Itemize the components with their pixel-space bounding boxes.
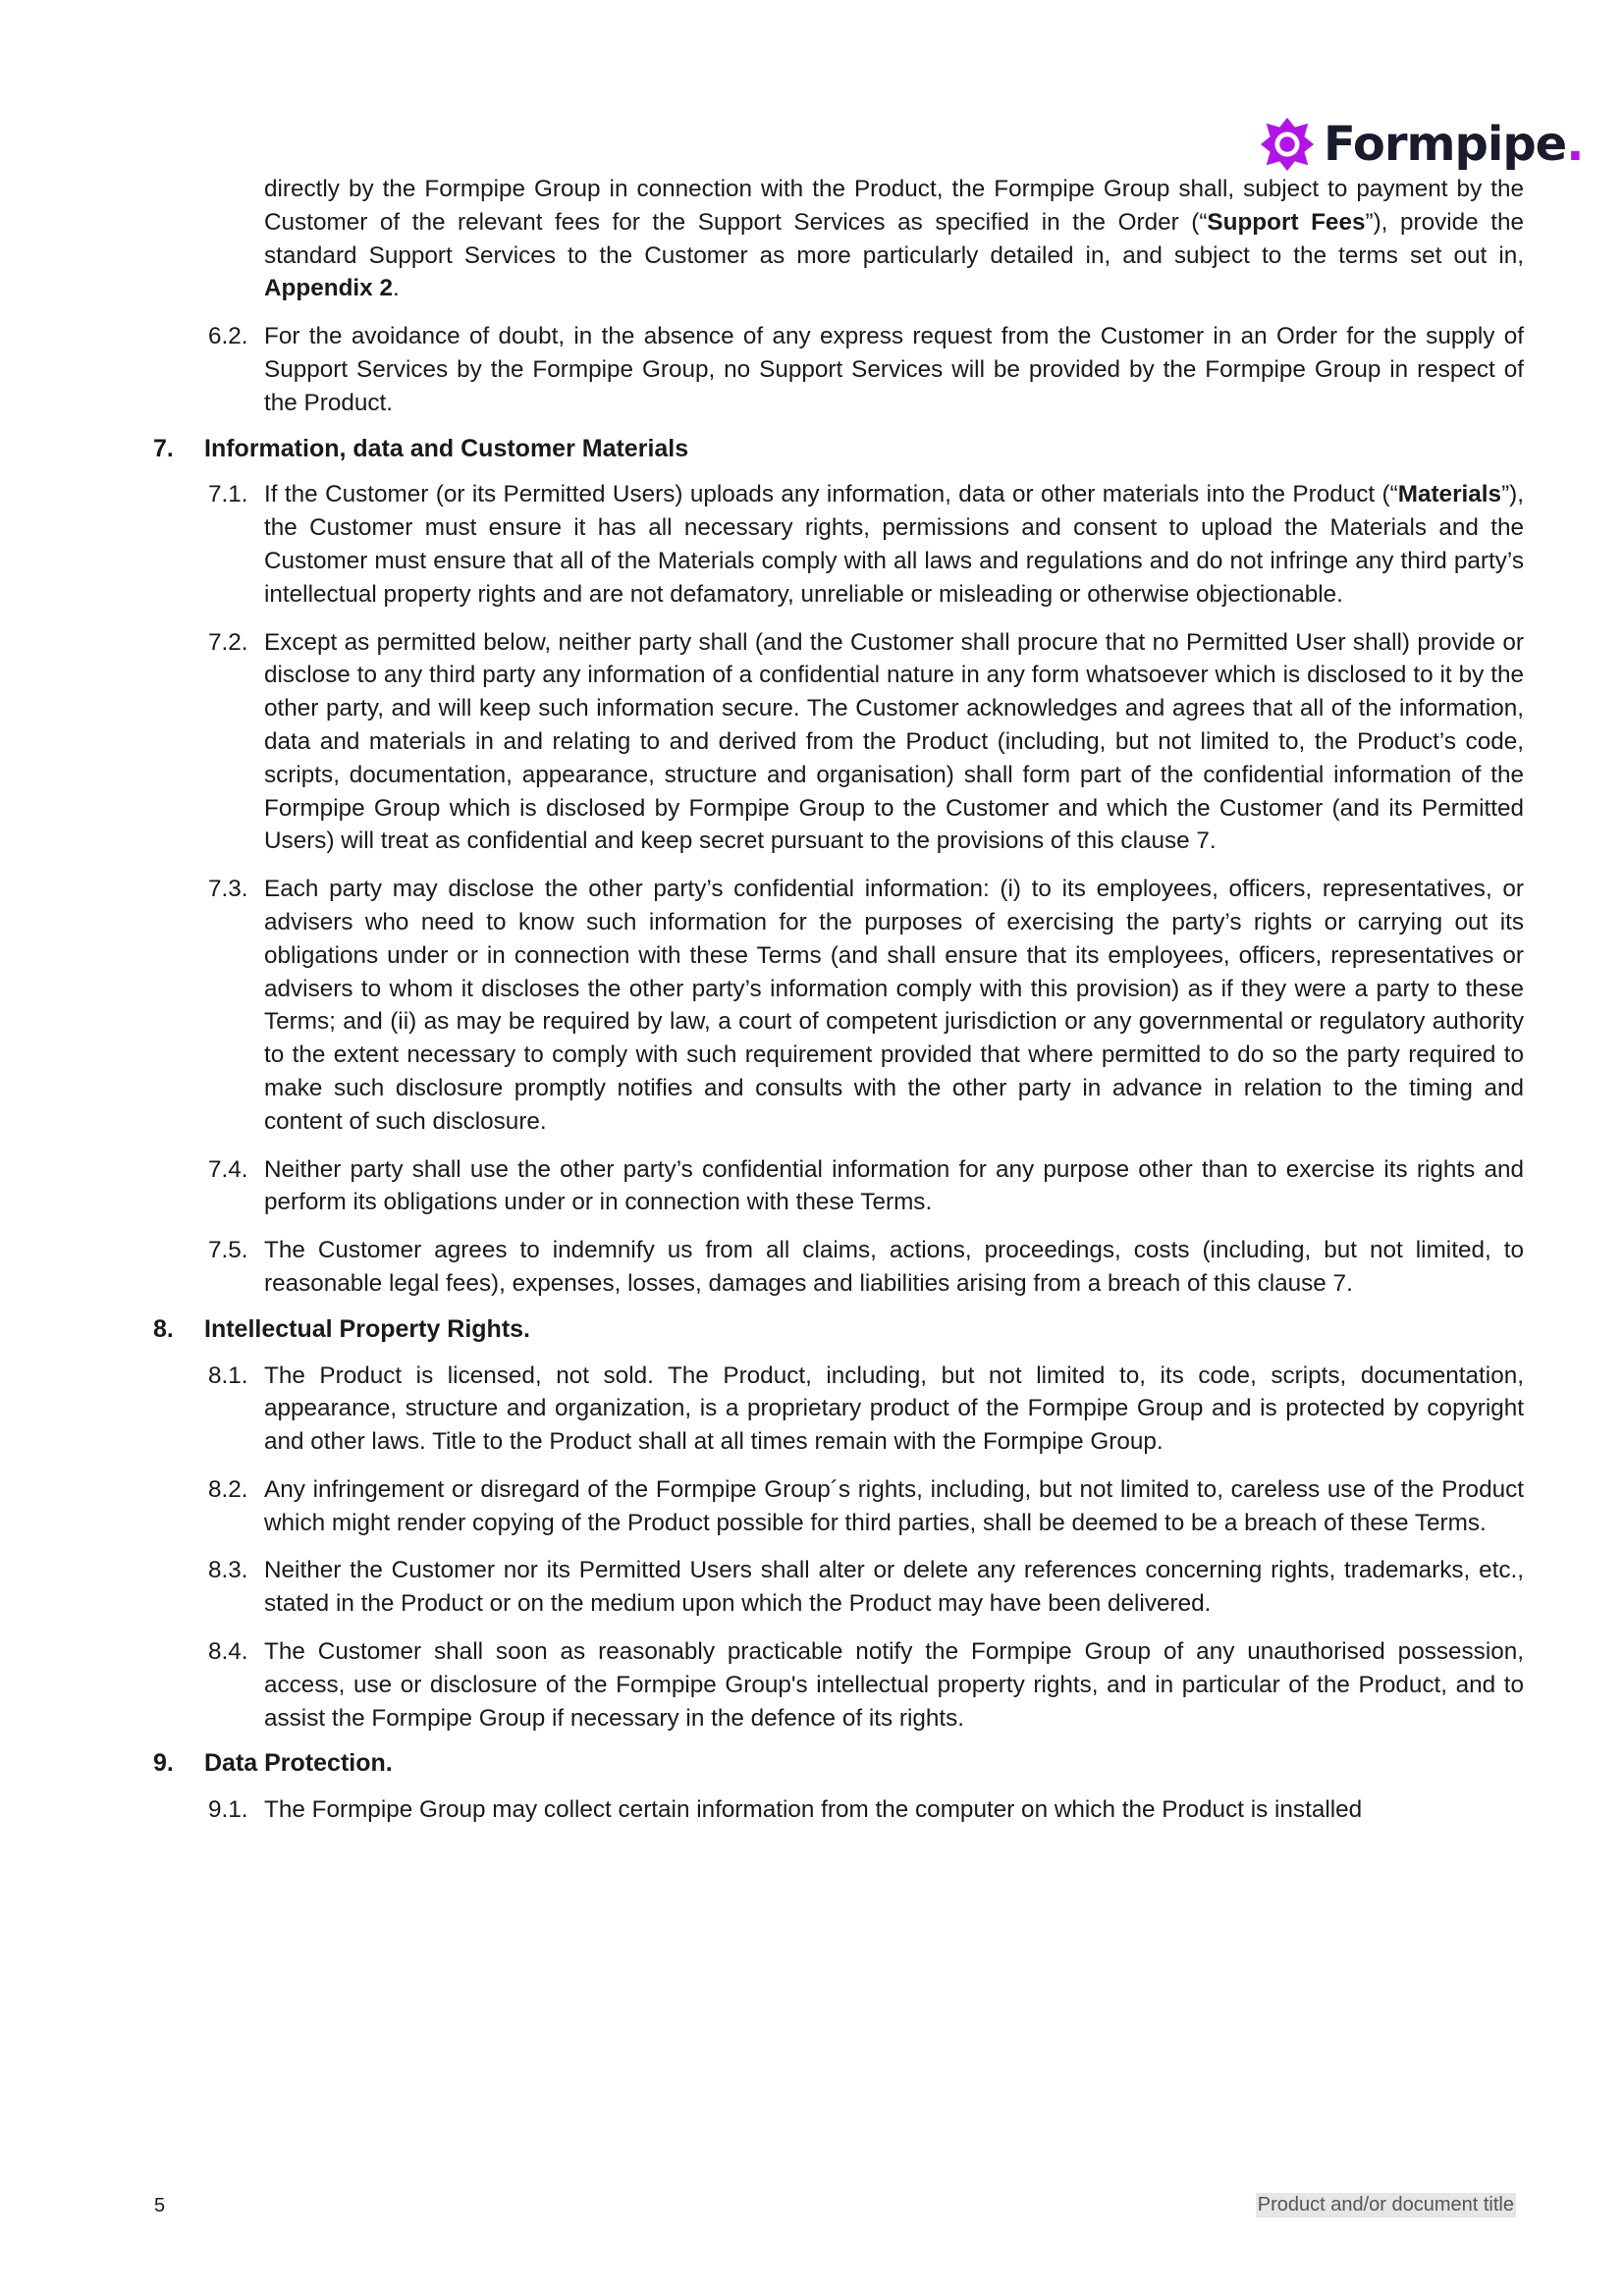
clause-number: 8.4.: [208, 1638, 248, 1666]
clause-7-3: [153, 873, 1524, 1138]
section-heading-8: 8. Intellectual Property Rights.: [153, 1314, 531, 1343]
clause-7-1: [153, 478, 1524, 611]
formpipe-octagon-logo-icon: [1259, 116, 1316, 173]
clause-text: Neither party shall use the other party’s confidential information for any purpose other than to exercise its rights and perform its obligations under or in connection with these Terms.: [264, 1155, 1524, 1216]
clause-number: 9.1.: [208, 1796, 248, 1824]
clause-text: The Product is licensed, not sold. The Product, including, but not limited to, its code, scripts, documentation, appearance, structure and organization, is a proprietary product of the Formpipe Group and is protected by copyright and other laws. Title to the Product shall at all times remain with the Formpipe Group.: [264, 1362, 1524, 1456]
section-heading-9: 9. Data Protection.: [153, 1749, 393, 1778]
clause-7-5: [153, 1234, 1524, 1301]
paragraph-support-services: directly by the Formpipe Group in connection with the Product, the Formpipe Group shall, subject to payment by the Customer of the relevant fees for the Support Services as specified in the Order (“Support Fees”), provide the standard Support Services to the Customer as more particularly detailed in, and subject to the terms set out in, Appendix 2.: [264, 176, 1524, 302]
clause-8-1: [153, 1360, 1524, 1459]
clause-text: Each party may disclose the other party’s confidential information: (i) to its employees, officers, representatives, or advisers who need to know such information for the purposes of exercising the party’s rights or carrying out its obligations under or in connection with these Terms (and shall ensure that its employees, officers, representatives or advisers to whom it discloses the other party’s information comply with this provision) as if they were a party to these Terms; and (ii) as may be required by law, a court of competent jurisdiction or any governmental or regulatory authority to the extent necessary to comply with such requirement provided that where permitted to do so the party required to make such disclosure promptly notifies and consults with the other party in advance in relation to the timing and content of such disclosure.: [264, 876, 1524, 1135]
section-heading-7: 7. Information, data and Customer Materials: [153, 434, 689, 462]
clause-8-4: [153, 1635, 1524, 1735]
clause-7-4: [153, 1153, 1524, 1220]
clause-number: 7.3.: [208, 876, 248, 903]
clause-text: The Customer agrees to indemnify us from all claims, actions, proceedings, costs (including, but not limited, to reasonable legal fees), expenses, losses, damages and liabilities arising from a breach of this clause 7.: [264, 1237, 1524, 1297]
clause-number: 7.1.: [208, 481, 248, 508]
clause-number: 8.1.: [208, 1362, 248, 1389]
clause-8-2: [153, 1473, 1524, 1540]
brand-logo: [1259, 112, 1583, 177]
clause-7-2: [153, 626, 1524, 859]
brand-name: Formpipe.: [1324, 117, 1584, 172]
clause-number: 6.2.: [208, 323, 248, 350]
clause-number: 7.4.: [208, 1155, 248, 1183]
clause-text: Except as permitted below, neither party shall (and the Customer shall procure that no Permitted User shall) provide or disclose to any third party any information of a confidential nature in any form whatsoever which is disclosed to it by the other party, and will keep such information secure. The Customer acknowledges and agrees that all of the information, data and materials in and relating to and derived from the Product (including, but not limited to, the Product’s code, scripts, documentation, appearance, structure and organisation) shall form part of the confidential information of the Formpipe Group which is disclosed by Formpipe Group to the Customer and which the Customer (and its Permitted Users) will treat as confidential and keep secret pursuant to the provisions of this clause 7.: [264, 628, 1524, 855]
clause-text: The Formpipe Group may collect certain information from the computer on which the Product is installed: [264, 1796, 1363, 1824]
clause-text: Neither the Customer nor its Permitted Users shall alter or delete any references concerning rights, trademarks, etc., stated in the Product or on the medium upon which the Product may have been delivered.: [264, 1557, 1524, 1618]
clause-8-3: [153, 1554, 1524, 1621]
clause-9-1: [153, 1793, 1524, 1827]
document-body: [153, 173, 1524, 1827]
footer-document-title: Product and/or document title: [1257, 2194, 1514, 2216]
clause-number: 7.2.: [208, 628, 248, 656]
clause-text: Any infringement or disregard of the Formpipe Group´s rights, including, but not limited to, careless use of the Product which might render copying of the Product possible for third parties, shall be deemed to be a breach of these Terms.: [264, 1475, 1524, 1536]
clause-text: For the avoidance of doubt, in the absence of any express request from the Customer in an Order for the supply of Support Services by the Formpipe Group, no Support Services will be provided by the Formpipe Group in respect of the Product.: [264, 323, 1524, 416]
clause-text: If the Customer (or its Permitted Users) uploads any information, data or other materials into the Product (“Materials”), the Customer must ensure it has all necessary rights, permissions and consent to upload the Materials and the Customer must ensure that all of the Materials comply with all laws and regulations and do not infringe any third party’s intellectual property rights and are not defamatory, unreliable or misleading or otherwise objectionable.: [264, 481, 1524, 608]
clause-number: 8.3.: [208, 1557, 248, 1584]
page-number: 5: [154, 2195, 166, 2216]
clause-number: 8.2.: [208, 1475, 248, 1503]
clause-text: The Customer shall soon as reasonably practicable notify the Formpipe Group of any unauthorised possession, access, use or disclosure of the Formpipe Group's intellectual property rights, and in particular of the Product, and to assist the Formpipe Group if necessary in the defence of its rights.: [264, 1638, 1524, 1732]
clause-number: 7.5.: [208, 1237, 248, 1264]
clause-6-2: [153, 320, 1524, 419]
